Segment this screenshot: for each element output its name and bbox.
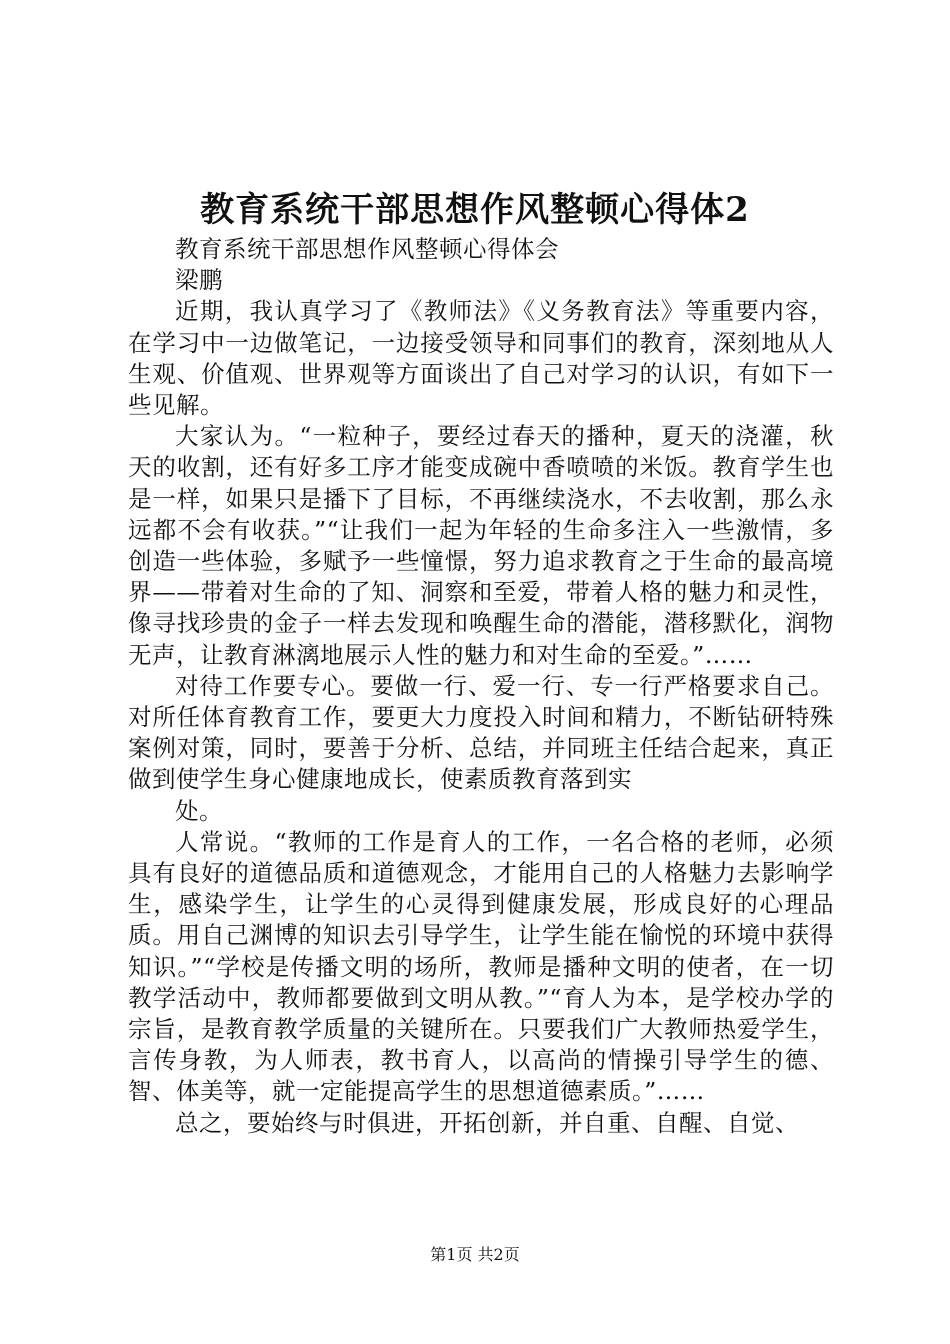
document-title: 教育系统干部思想作风整顿心得体2 [200,190,750,230]
document-body [128,234,834,1139]
paragraph: 处。 [175,796,223,825]
document-subtitle: 教育系统干部思想作风整顿心得体会 [175,235,559,263]
author-name: 梁鹏 [175,266,223,295]
paragraph: 人常说。“教师的工作是育人的工作，一名合格的老师，必须具有良好的道德品质和道德观念，才能用自己的人格魅力去影响学生，感染学生，让学生的心灵得到健康发展，形成良好的心理品质。用自己渊博的知识去引导学生，让学生能在愉悦的环境中获得知识。”“学校是传播文明的场所，教师是播种文明的使者，在一切教学活动中，教师都要做到文明从教。”“育人为本，是学校办学的宗旨，是教育教学质量的关键所在。只要我们广大教师热爱学生，言传身教，为人师表，教书育人，以高尚的情操引导学生的德、智、体美等，就一定能提高学生的思想道德素质。”…… [128,827,834,1106]
paragraph: 近期，我认真学习了《教师法》《义务教育法》等重要内容，在学习中一边做笔记，一边接受领导和同事们的教育，深刻地从人生观、价值观、世界观等方面谈出了自己对学习的认识，有如下一些见解。 [128,297,834,420]
paragraph: 总之，要始终与时俱进，开拓创新，并自重、自醒、自觉、 [175,1108,799,1137]
paragraph: 对待工作要专心。要做一行、爱一行、专一行严格要求自己。对所任体育教育工作，要更大力度投入时间和精力，不断钻研特殊案例对策，同时，要善于分析、总结，并同班主任结合起来，真正做到使学生身心健康地成长，使素质教育落到实 [128,671,834,794]
paragraph: 大家认为。“一粒种子，要经过春天的播种，夏天的浇灌，秋天的收割，还有好多工序才能变成碗中香喷喷的米饭。教育学生也是一样，如果只是播下了目标，不再继续浇水，不去收割，那么永远都不会有收获。”“让我们一起为年轻的生命多注入一些激情，多创造一些体验，多赋予一些憧憬，努力追求教育之于生命的最高境界——带着对生命的了知、洞察和至爱，带着人格的魅力和灵性，像寻找珍贵的金子一样去发现和唤醒生命的潜能，潜移默化，润物无声，让教育淋漓地展示人性的魅力和对生命的至爱。”…… [128,422,834,669]
page-number-footer: 第1页 共2页 [430,1245,520,1264]
